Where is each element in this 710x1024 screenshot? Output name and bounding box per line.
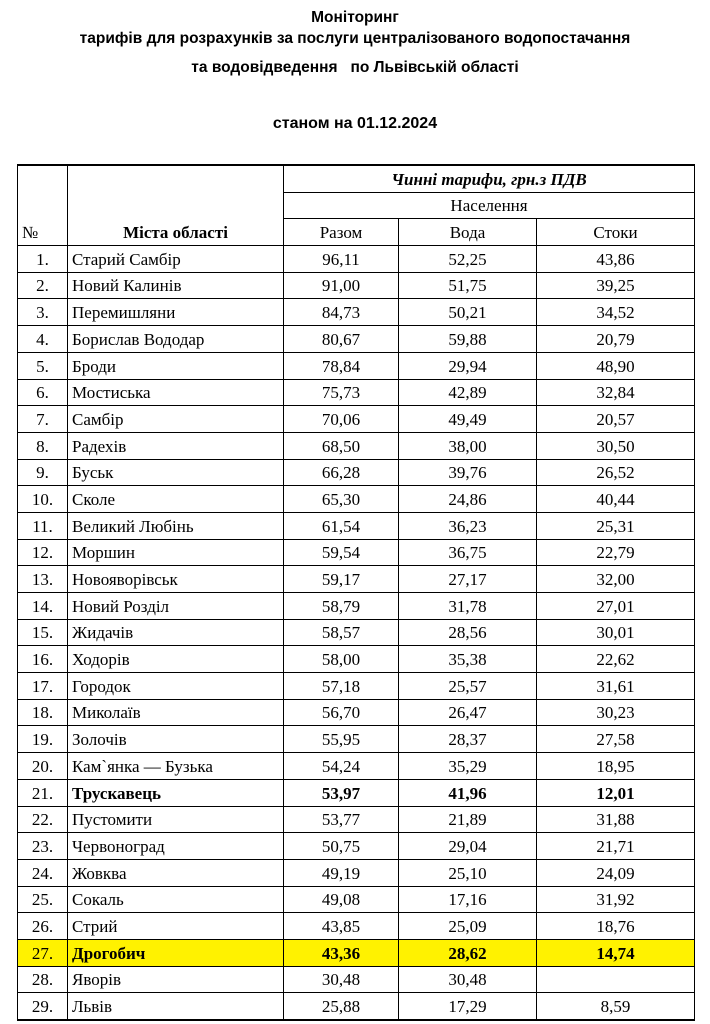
row-total: 66,28 bbox=[284, 459, 399, 486]
row-sewage: 12,01 bbox=[537, 779, 695, 806]
row-water: 51,75 bbox=[399, 272, 537, 299]
table-row bbox=[18, 859, 695, 886]
row-total: 59,17 bbox=[284, 566, 399, 593]
row-number: 27. bbox=[18, 939, 68, 966]
table-row bbox=[18, 673, 695, 700]
row-sewage: 40,44 bbox=[537, 486, 695, 513]
row-number: 1. bbox=[18, 246, 68, 273]
row-city: Самбір bbox=[68, 406, 284, 433]
row-water: 35,38 bbox=[399, 646, 537, 673]
row-water: 29,04 bbox=[399, 833, 537, 860]
row-water: 28,56 bbox=[399, 619, 537, 646]
column-header-current-tariffs: Чинні тарифи, грн.з ПДВ bbox=[284, 165, 695, 192]
table-body bbox=[18, 246, 695, 1020]
row-number: 26. bbox=[18, 913, 68, 940]
row-city: Сокаль bbox=[68, 886, 284, 913]
table-row bbox=[18, 352, 695, 379]
report-date: станом на 01.12.2024 bbox=[272, 115, 438, 132]
row-water: 25,10 bbox=[399, 859, 537, 886]
row-total: 70,06 bbox=[284, 406, 399, 433]
row-number: 25. bbox=[18, 886, 68, 913]
row-number: 14. bbox=[18, 593, 68, 620]
row-sewage: 18,76 bbox=[537, 913, 695, 940]
row-number: 28. bbox=[18, 966, 68, 993]
row-city: Яворів bbox=[68, 966, 284, 993]
row-number: 2. bbox=[18, 272, 68, 299]
row-number: 8. bbox=[18, 432, 68, 459]
row-sewage: 27,58 bbox=[537, 726, 695, 753]
row-water: 28,37 bbox=[399, 726, 537, 753]
row-total: 84,73 bbox=[284, 299, 399, 326]
table-row bbox=[18, 806, 695, 833]
row-total: 49,19 bbox=[284, 859, 399, 886]
row-city: Новий Розділ bbox=[68, 593, 284, 620]
row-total: 78,84 bbox=[284, 352, 399, 379]
row-total: 56,70 bbox=[284, 699, 399, 726]
row-sewage: 27,01 bbox=[537, 593, 695, 620]
row-sewage: 31,92 bbox=[537, 886, 695, 913]
row-number: 3. bbox=[18, 299, 68, 326]
column-header-water: Вода bbox=[399, 219, 537, 246]
row-total: 53,97 bbox=[284, 779, 399, 806]
row-city: Миколаїв bbox=[68, 699, 284, 726]
row-water: 36,75 bbox=[399, 539, 537, 566]
table-row bbox=[18, 406, 695, 433]
row-sewage: 30,01 bbox=[537, 619, 695, 646]
table-row bbox=[18, 886, 695, 913]
row-total: 59,54 bbox=[284, 539, 399, 566]
row-sewage: 21,71 bbox=[537, 833, 695, 860]
row-water: 35,29 bbox=[399, 753, 537, 780]
table-row bbox=[18, 753, 695, 780]
row-city: Дрогобич bbox=[68, 939, 284, 966]
row-total: 80,67 bbox=[284, 326, 399, 353]
row-sewage: 31,88 bbox=[537, 806, 695, 833]
row-total: 65,30 bbox=[284, 486, 399, 513]
row-water: 29,94 bbox=[399, 352, 537, 379]
row-total: 58,00 bbox=[284, 646, 399, 673]
row-sewage: 48,90 bbox=[537, 352, 695, 379]
row-total: 91,00 bbox=[284, 272, 399, 299]
row-sewage: 30,23 bbox=[537, 699, 695, 726]
table-row bbox=[18, 726, 695, 753]
row-sewage: 22,79 bbox=[537, 539, 695, 566]
row-water: 49,49 bbox=[399, 406, 537, 433]
row-sewage: 30,50 bbox=[537, 432, 695, 459]
table-row bbox=[18, 566, 695, 593]
table-row bbox=[18, 379, 695, 406]
row-number: 13. bbox=[18, 566, 68, 593]
row-water: 42,89 bbox=[399, 379, 537, 406]
row-water: 30,48 bbox=[399, 966, 537, 993]
table-row bbox=[18, 326, 695, 353]
row-total: 75,73 bbox=[284, 379, 399, 406]
table-row bbox=[18, 539, 695, 566]
row-city: Великий Любінь bbox=[68, 512, 284, 539]
row-sewage: 18,95 bbox=[537, 753, 695, 780]
row-number: 5. bbox=[18, 352, 68, 379]
row-sewage: 14,74 bbox=[537, 939, 695, 966]
row-total: 53,77 bbox=[284, 806, 399, 833]
column-header-total: Разом bbox=[284, 219, 399, 246]
row-city: Стрий bbox=[68, 913, 284, 940]
row-sewage: 31,61 bbox=[537, 673, 695, 700]
table-row bbox=[18, 699, 695, 726]
row-sewage: 20,57 bbox=[537, 406, 695, 433]
row-total: 25,88 bbox=[284, 993, 399, 1020]
row-city: Буськ bbox=[68, 459, 284, 486]
row-sewage: 32,84 bbox=[537, 379, 695, 406]
row-city: Пустомити bbox=[68, 806, 284, 833]
row-total: 58,79 bbox=[284, 593, 399, 620]
table-row bbox=[18, 619, 695, 646]
row-sewage: 25,31 bbox=[537, 512, 695, 539]
column-header-population: Населення bbox=[284, 192, 695, 219]
row-total: 49,08 bbox=[284, 886, 399, 913]
row-city: Радехів bbox=[68, 432, 284, 459]
row-number: 7. bbox=[18, 406, 68, 433]
table-row bbox=[18, 272, 695, 299]
row-number: 9. bbox=[18, 459, 68, 486]
table-row bbox=[18, 246, 695, 273]
column-header-city: Міста області bbox=[68, 165, 284, 246]
row-sewage: 24,09 bbox=[537, 859, 695, 886]
row-total: 30,48 bbox=[284, 966, 399, 993]
table-row bbox=[18, 593, 695, 620]
row-sewage: 26,52 bbox=[537, 459, 695, 486]
report-subtitle-line2: та водовідведення по Львівській області bbox=[191, 59, 519, 76]
table-row bbox=[18, 432, 695, 459]
row-water: 31,78 bbox=[399, 593, 537, 620]
table-row bbox=[18, 646, 695, 673]
row-total: 57,18 bbox=[284, 673, 399, 700]
row-number: 22. bbox=[18, 806, 68, 833]
table-row bbox=[18, 299, 695, 326]
row-water: 26,47 bbox=[399, 699, 537, 726]
row-water: 17,16 bbox=[399, 886, 537, 913]
row-number: 6. bbox=[18, 379, 68, 406]
row-number: 29. bbox=[18, 993, 68, 1020]
row-water: 25,57 bbox=[399, 673, 537, 700]
row-city: Новояворівськ bbox=[68, 566, 284, 593]
table-row bbox=[18, 966, 695, 993]
table-header-row-1 bbox=[18, 165, 695, 192]
row-sewage: 43,86 bbox=[537, 246, 695, 273]
row-city: Львів bbox=[68, 993, 284, 1020]
row-number: 19. bbox=[18, 726, 68, 753]
row-city: Городок bbox=[68, 673, 284, 700]
row-city: Броди bbox=[68, 352, 284, 379]
row-city: Моршин bbox=[68, 539, 284, 566]
table-row bbox=[18, 512, 695, 539]
report-subtitle-line1: тарифів для розрахунків за послуги централізованого водопостачання bbox=[79, 30, 631, 47]
row-sewage bbox=[537, 966, 695, 993]
row-water: 59,88 bbox=[399, 326, 537, 353]
row-number: 10. bbox=[18, 486, 68, 513]
row-water: 17,29 bbox=[399, 993, 537, 1020]
row-city: Перемишляни bbox=[68, 299, 284, 326]
row-water: 21,89 bbox=[399, 806, 537, 833]
row-total: 58,57 bbox=[284, 619, 399, 646]
row-number: 4. bbox=[18, 326, 68, 353]
row-sewage: 22,62 bbox=[537, 646, 695, 673]
row-sewage: 8,59 bbox=[537, 993, 695, 1020]
row-city: Ходорів bbox=[68, 646, 284, 673]
row-total: 96,11 bbox=[284, 246, 399, 273]
row-sewage: 32,00 bbox=[537, 566, 695, 593]
row-total: 55,95 bbox=[284, 726, 399, 753]
report-title: Моніторинг bbox=[311, 9, 399, 26]
row-city: Жидачів bbox=[68, 619, 284, 646]
row-number: 20. bbox=[18, 753, 68, 780]
row-water: 38,00 bbox=[399, 432, 537, 459]
table-row bbox=[18, 993, 695, 1020]
row-number: 11. bbox=[18, 512, 68, 539]
row-city: Сколе bbox=[68, 486, 284, 513]
row-number: 24. bbox=[18, 859, 68, 886]
row-total: 50,75 bbox=[284, 833, 399, 860]
row-water: 28,62 bbox=[399, 939, 537, 966]
row-total: 68,50 bbox=[284, 432, 399, 459]
column-header-sewage: Стоки bbox=[537, 219, 695, 246]
table-row bbox=[18, 779, 695, 806]
row-city: Червоноград bbox=[68, 833, 284, 860]
row-city: Старий Самбір bbox=[68, 246, 284, 273]
row-water: 41,96 bbox=[399, 779, 537, 806]
row-city: Мостиська bbox=[68, 379, 284, 406]
row-number: 12. bbox=[18, 539, 68, 566]
row-city: Жовква bbox=[68, 859, 284, 886]
row-number: 15. bbox=[18, 619, 68, 646]
row-number: 16. bbox=[18, 646, 68, 673]
row-sewage: 20,79 bbox=[537, 326, 695, 353]
row-total: 43,85 bbox=[284, 913, 399, 940]
row-water: 25,09 bbox=[399, 913, 537, 940]
row-city: Новий Калинів bbox=[68, 272, 284, 299]
row-number: 21. bbox=[18, 779, 68, 806]
row-city: Трускавець bbox=[68, 779, 284, 806]
row-city: Кам`янка — Бузька bbox=[68, 753, 284, 780]
row-total: 61,54 bbox=[284, 512, 399, 539]
row-number: 17. bbox=[18, 673, 68, 700]
row-number: 18. bbox=[18, 699, 68, 726]
table-row bbox=[18, 459, 695, 486]
row-sewage: 39,25 bbox=[537, 272, 695, 299]
row-total: 54,24 bbox=[284, 753, 399, 780]
table-row bbox=[18, 913, 695, 940]
table-row bbox=[18, 939, 695, 966]
row-water: 36,23 bbox=[399, 512, 537, 539]
column-header-number: № bbox=[18, 165, 68, 246]
table-row bbox=[18, 486, 695, 513]
row-water: 50,21 bbox=[399, 299, 537, 326]
row-city: Золочів bbox=[68, 726, 284, 753]
row-water: 27,17 bbox=[399, 566, 537, 593]
row-water: 52,25 bbox=[399, 246, 537, 273]
table-row bbox=[18, 833, 695, 860]
row-number: 23. bbox=[18, 833, 68, 860]
row-total: 43,36 bbox=[284, 939, 399, 966]
tariffs-table bbox=[17, 164, 695, 1021]
row-water: 39,76 bbox=[399, 459, 537, 486]
row-water: 24,86 bbox=[399, 486, 537, 513]
row-sewage: 34,52 bbox=[537, 299, 695, 326]
row-city: Борислав Вододар bbox=[68, 326, 284, 353]
